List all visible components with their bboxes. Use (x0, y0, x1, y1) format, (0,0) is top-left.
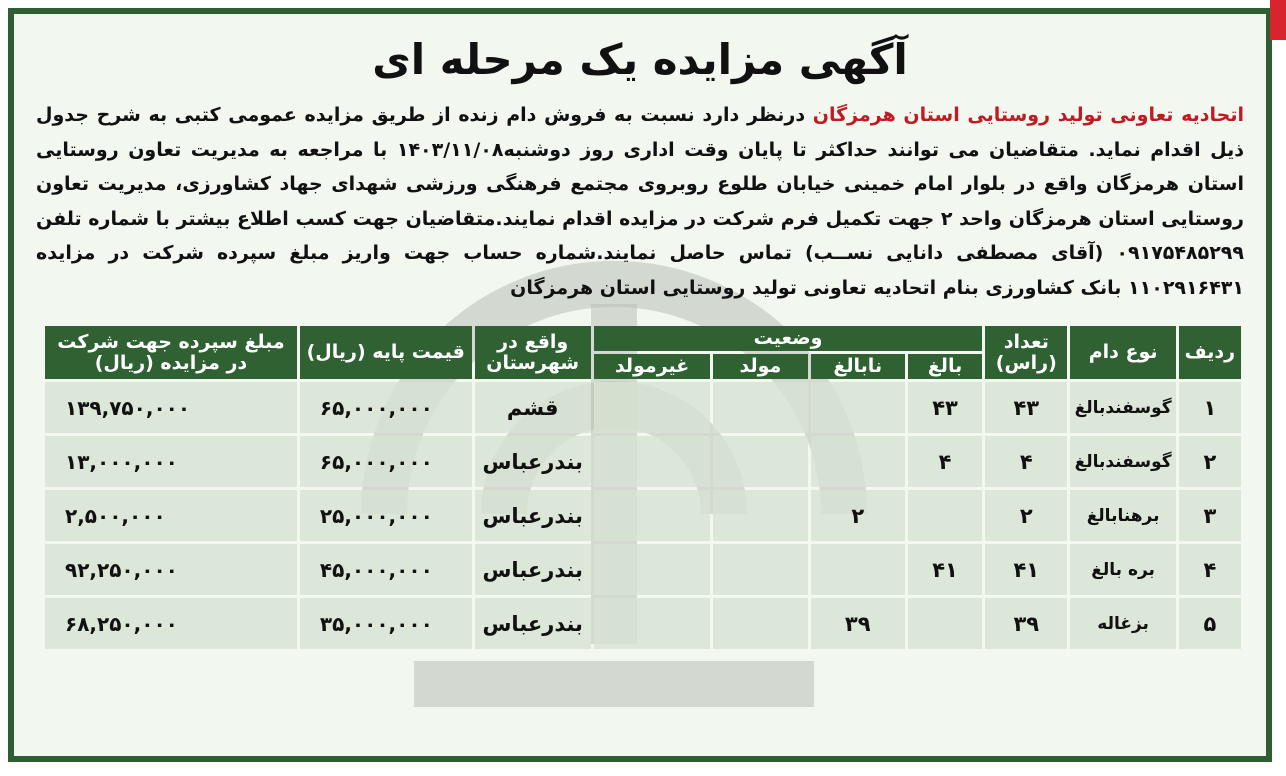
cell-non-breeder (594, 598, 710, 649)
cell-non-breeder (594, 544, 710, 595)
cell-animal-type: بره بالغ (1070, 544, 1175, 595)
cell-animal-type: گوسفندبالغ (1070, 436, 1175, 487)
table-row (45, 436, 1241, 487)
auction-table (42, 323, 1244, 652)
header-count: تعداد (راس) (985, 326, 1067, 379)
notice-title: آگهی مزایده یک مرحله ای (372, 35, 908, 84)
cell-deposit: ۲,۵۰۰,۰۰۰ (45, 490, 297, 541)
cell-row-number: ۵ (1179, 598, 1241, 649)
cell-row-number: ۴ (1179, 544, 1241, 595)
cell-deposit: ۱۳,۰۰۰,۰۰۰ (45, 436, 297, 487)
table-row (45, 382, 1241, 433)
header-adult: بالغ (908, 354, 982, 379)
cell-breeder (713, 598, 807, 649)
cell-row-number: ۳ (1179, 490, 1241, 541)
cell-base-price: ۶۵,۰۰۰,۰۰۰ (300, 436, 472, 487)
header-status: وضعیت (594, 326, 982, 351)
table-row (45, 598, 1241, 649)
cell-deposit: ۱۳۹,۷۵۰,۰۰۰ (45, 382, 297, 433)
cell-location: بندرعباس (475, 490, 591, 541)
header-location: واقع در شهرستان (475, 326, 591, 379)
cell-breeder (713, 544, 807, 595)
notice-paragraph (36, 98, 1244, 305)
cell-location: قشم (475, 382, 591, 433)
cell-count: ۴ (985, 436, 1067, 487)
cell-location: بندرعباس (475, 598, 591, 649)
cell-adult: ۴۱ (908, 544, 982, 595)
header-immature: نابالغ (811, 354, 905, 379)
cell-count: ۴۳ (985, 382, 1067, 433)
cell-immature: ۲ (811, 490, 905, 541)
cell-immature (811, 436, 905, 487)
cell-immature (811, 544, 905, 595)
header-breeder: مولد (713, 354, 807, 379)
cell-location: بندرعباس (475, 544, 591, 595)
cell-count: ۴۱ (985, 544, 1067, 595)
cell-adult (908, 598, 982, 649)
cell-base-price: ۶۵,۰۰۰,۰۰۰ (300, 382, 472, 433)
header-row-number: ردیف (1179, 326, 1241, 379)
cell-adult (908, 490, 982, 541)
cell-animal-type: بزغاله (1070, 598, 1175, 649)
cell-non-breeder (594, 490, 710, 541)
cell-count: ۳۹ (985, 598, 1067, 649)
cell-breeder (713, 436, 807, 487)
cell-immature (811, 382, 905, 433)
corner-red-bar (1270, 0, 1286, 40)
cell-count: ۲ (985, 490, 1067, 541)
cell-base-price: ۳۵,۰۰۰,۰۰۰ (300, 598, 472, 649)
header-deposit: مبلغ سپرده جهت شرکت در مزایده (ریال) (45, 326, 297, 379)
notice-frame (8, 8, 1272, 762)
cell-breeder (713, 382, 807, 433)
cell-animal-type: گوسفندبالغ (1070, 382, 1175, 433)
notice-body: درنظر دارد نسبت به فروش دام زنده از طریق مزایده عمومی کتبی به شرح جدول ذیل اقدام نماید. متقاضیان می توانند حداکثر تا پایان وقت اداری روز دوشنبه۱۴۰۳/۱۱/۰۸ با مراجعه به مدیریت تعاون روستایی استان هرمزگان واقع در بلوار امام خمینی خیابان طلوع روبروی مجتمع فرهنگی ورزشی شهدای جهاد کشاورزی، مدیریت تعاون روستایی استان هرمزگان واحد ۲ جهت تکمیل فرم شرکت در مزایده اقدام نمایند.متقاضیان جهت کسب اطلاع بیشتر با شماره تلفن ۰۹۱۷۵۴۸۵۲۹۹ (آقای مصطفی دانایی نســب) تماس حاصل نمایند.شماره حساب جهت واریز مبلغ سپرده شرکت در مزایده ۱۱۰۲۹۱۶۴۳۱ بانک کشاورزی بنام اتحادیه تعاونی تولید روستایی استان هرمزگان (36, 104, 1244, 299)
cell-breeder (713, 490, 807, 541)
cell-adult: ۴ (908, 436, 982, 487)
header-animal-type: نوع دام (1070, 326, 1175, 379)
table-row (45, 490, 1241, 541)
cell-deposit: ۶۸,۲۵۰,۰۰۰ (45, 598, 297, 649)
cell-deposit: ۹۲,۲۵۰,۰۰۰ (45, 544, 297, 595)
cell-row-number: ۱ (1179, 382, 1241, 433)
cell-non-breeder (594, 382, 710, 433)
cell-base-price: ۴۵,۰۰۰,۰۰۰ (300, 544, 472, 595)
cell-immature: ۳۹ (811, 598, 905, 649)
cell-base-price: ۲۵,۰۰۰,۰۰۰ (300, 490, 472, 541)
cell-adult: ۴۳ (908, 382, 982, 433)
cell-location: بندرعباس (475, 436, 591, 487)
cell-row-number: ۲ (1179, 436, 1241, 487)
cell-non-breeder (594, 436, 710, 487)
organization-name: اتحادیه تعاونی تولید روستایی استان هرمزگان (812, 104, 1244, 126)
header-base-price: قیمت پایه (ریال) (300, 326, 472, 379)
header-non-breeder: غیرمولد (594, 354, 710, 379)
cell-animal-type: برهنابالغ (1070, 490, 1175, 541)
table-row (45, 544, 1241, 595)
